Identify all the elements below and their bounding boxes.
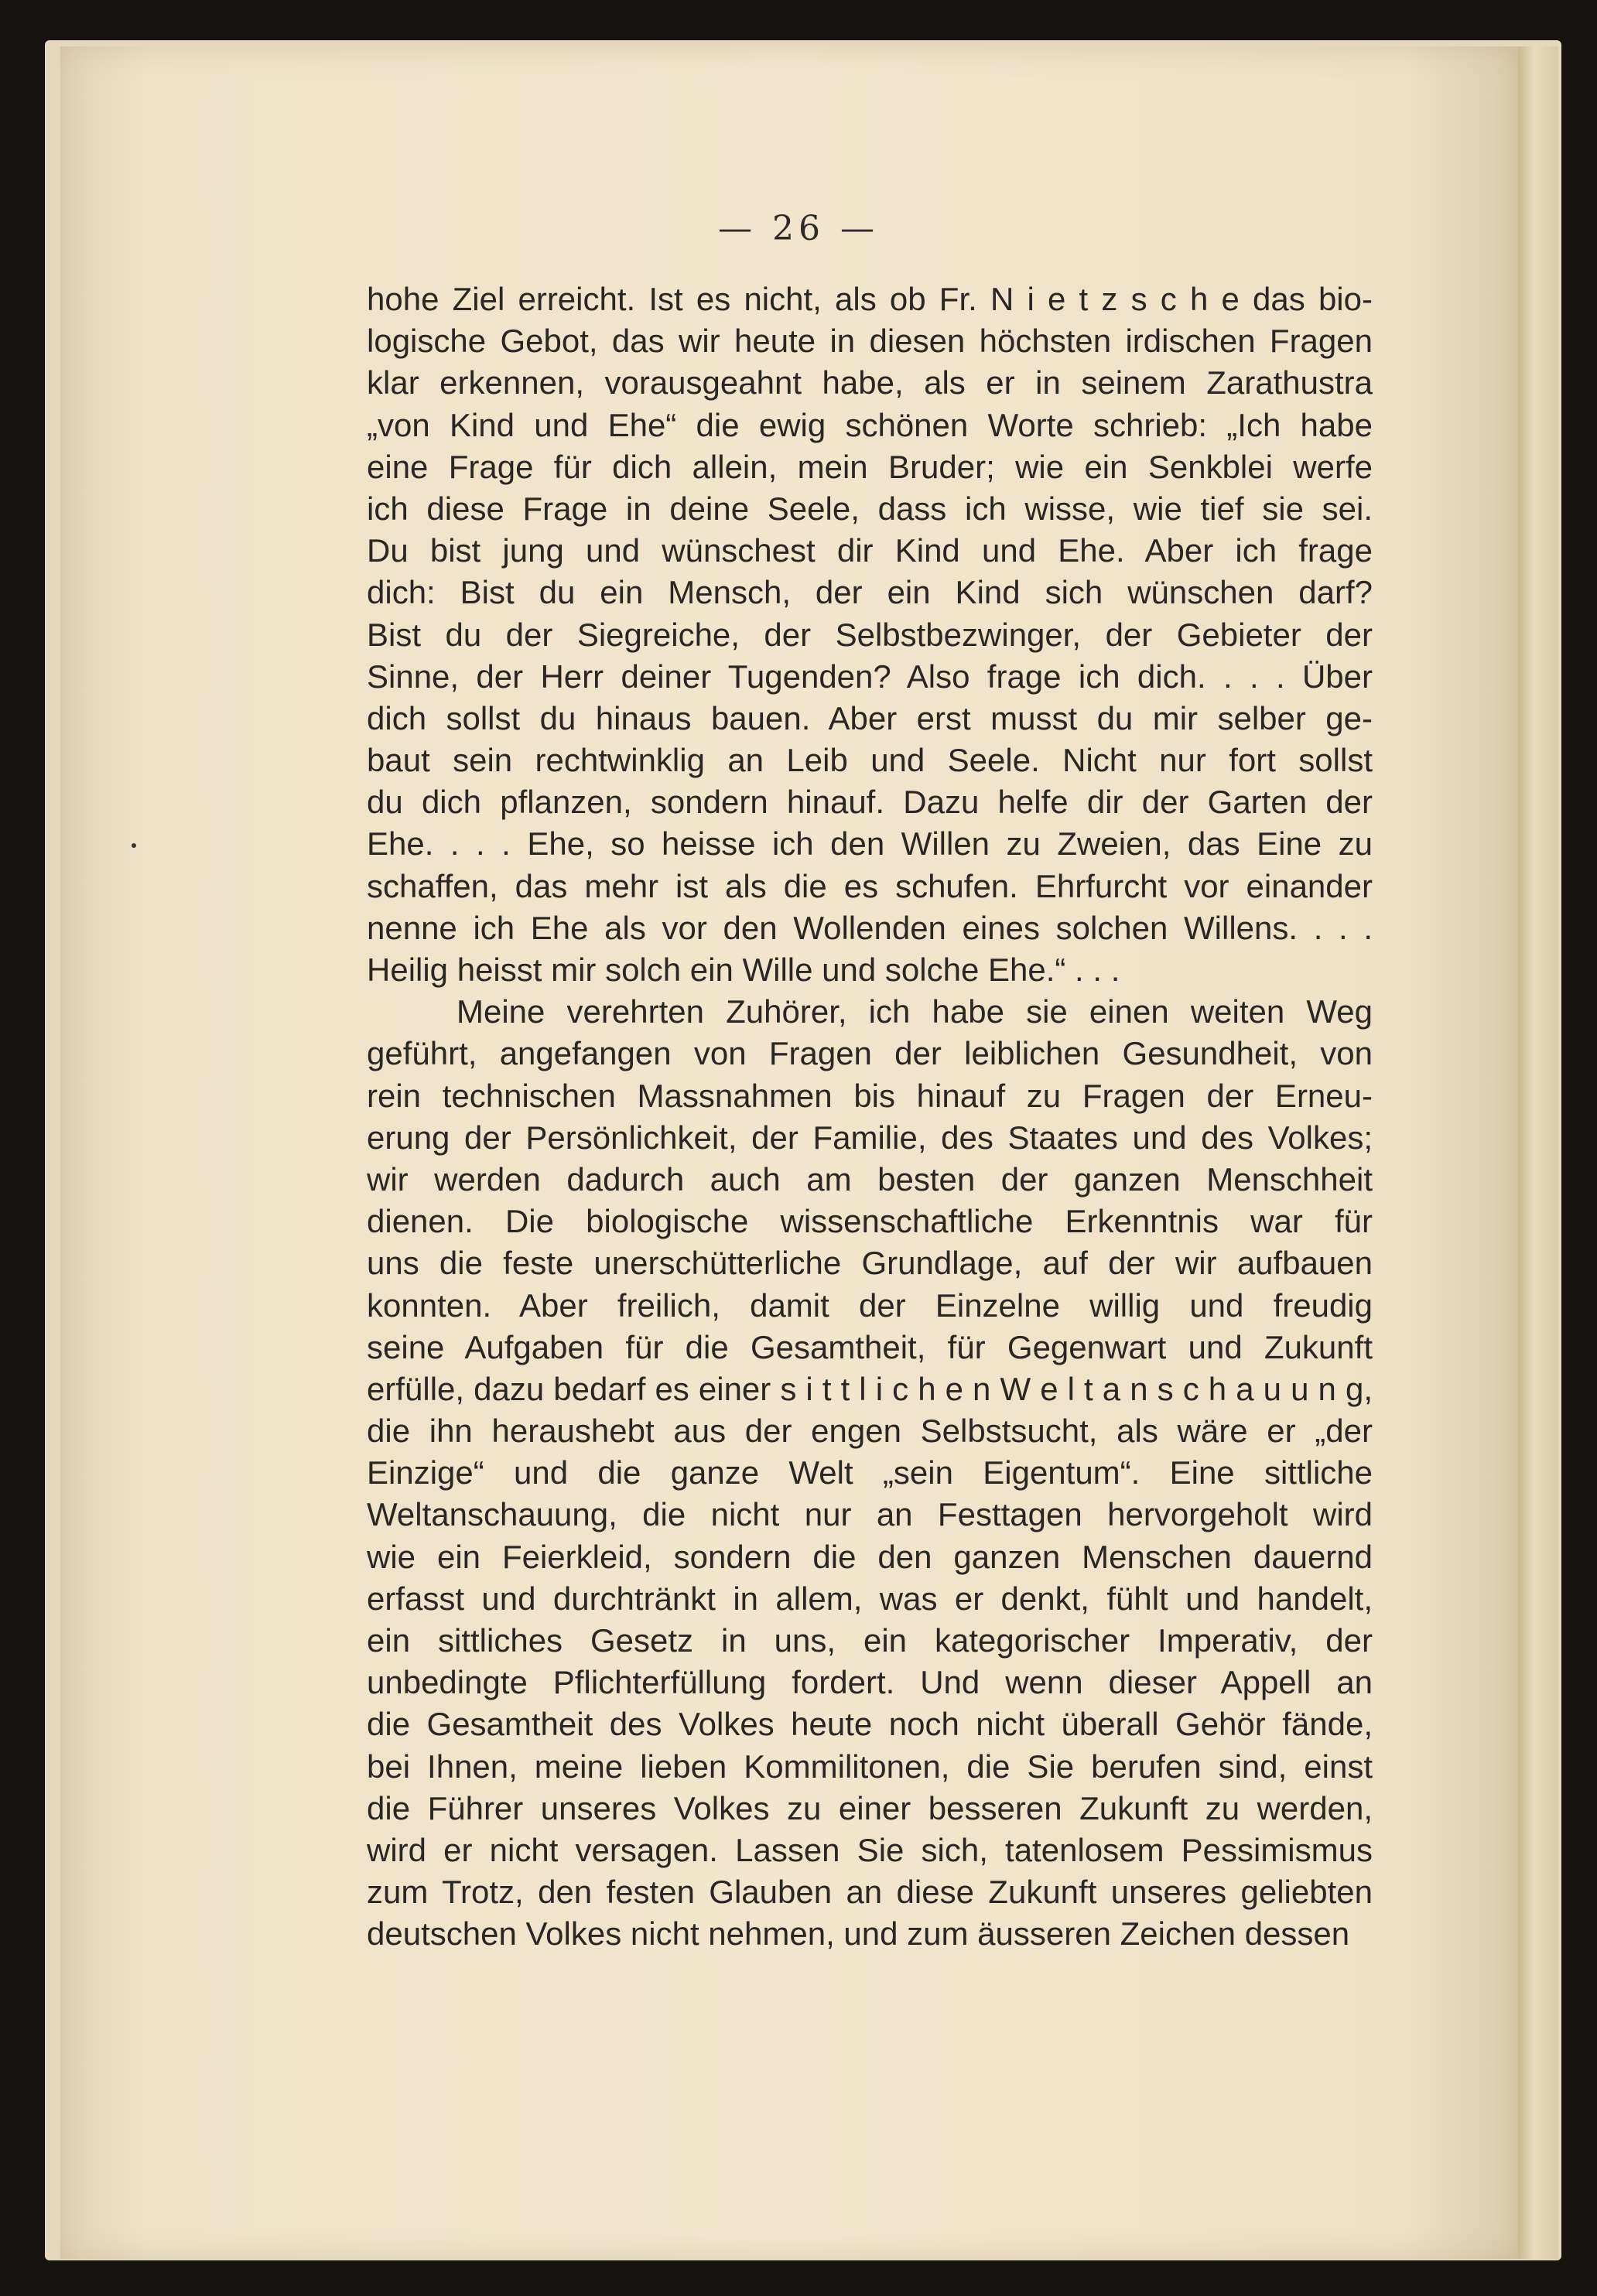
text-line: seine Aufgaben für die Gesamtheit, für Gegenwart und Zukunft [367, 1328, 1373, 1365]
text-line: dienen. Die biologische wissenschaftliche Erkenntnis war für [367, 1203, 1373, 1240]
text-line: wie ein Feierkleid, sondern die den ganzen Menschen dauernd [367, 1538, 1373, 1575]
text-line: eine Frage für dich allein, mein Bruder; wie ein Senkblei werfe [367, 448, 1373, 485]
text-line: dich: Bist du ein Mensch, der ein Kind sich wünschen darf? [367, 574, 1373, 611]
text-line: deutschen Volkes nicht nehmen, und zum äusseren Zeichen dessen [367, 1915, 1350, 1953]
text-line: die Gesamtheit des Volkes heute noch nicht überall Gehör fände, [367, 1706, 1373, 1743]
text-line: bei Ihnen, meine lieben Kommilitonen, die Sie berufen sind, einst [367, 1748, 1373, 1785]
text-line: geführt, angefangen von Fragen der leiblichen Gesundheit, von [367, 1035, 1373, 1072]
text-line: rein technischen Massnahmen bis hinauf zu Fragen der Erneu- [367, 1077, 1373, 1114]
text-line: erung der Persönlichkeit, der Familie, des Staates und des Volkes; [367, 1119, 1373, 1156]
text-line: Einzige“ und die ganze Welt „sein Eigentum“. Eine sittliche [367, 1454, 1373, 1491]
text-line: Du bist jung und wünschest dir Kind und Ehe. Aber ich frage [367, 532, 1373, 569]
text-line: Heilig heisst mir solch ein Wille und solche Ehe.“ . . . [367, 952, 1120, 988]
text-line: uns die feste unerschütterliche Grundlage, auf der wir aufbauen [367, 1245, 1373, 1282]
text-line: Sinne, der Herr deiner Tugenden? Also frage ich dich. . . . Über [367, 658, 1373, 695]
text-line: Meine verehrten Zuhörer, ich habe sie einen weiten Weg [457, 993, 1373, 1030]
text-line: klar erkennen, vorausgeahnt habe, als er in seinem Zarathustra [367, 364, 1373, 401]
text-line: wird er nicht versagen. Lassen Sie sich, tatenlosem Pessimismus [367, 1831, 1373, 1868]
text-line: nenne ich Ehe als vor den Wollenden eines solchen Willens. . . . [367, 909, 1373, 946]
text-line: dich sollst du hinaus bauen. Aber erst musst du mir selber ge- [367, 699, 1373, 736]
text-line: die Führer unseres Volkes zu einer besseren Zukunft zu werden, [367, 1789, 1373, 1826]
text-line: ein sittliches Gesetz in uns, ein kategorischer Imperativ, der [367, 1622, 1373, 1659]
page-number: — 26 — [718, 209, 879, 248]
page-edge [1518, 46, 1558, 2259]
text-line: Ehe. . . . Ehe, so heisse ich den Willen zu Zweien, das Eine zu [367, 825, 1373, 863]
text-line: Bist du der Siegreiche, der Selbstbezwinger, der Gebieter der [367, 616, 1373, 653]
text-line: ich diese Frage in deine Seele, dass ich wisse, wie tief sie sei. [367, 490, 1373, 527]
paragraph [367, 991, 1373, 1955]
paragraph [367, 278, 1373, 991]
text-line: zum Trotz, den festen Glauben an diese Zukunft unseres geliebten [367, 1874, 1373, 1911]
ink-speck [132, 843, 136, 848]
text-line: schaffen, das mehr ist als die es schufen. Ehrfurcht vor einander [367, 867, 1373, 904]
text-line: baut sein rechtwinklig an Leib und Seele. Nicht nur fort sollst [367, 742, 1373, 779]
text-line: konnten. Aber freilich, damit der Einzelne willig und freudig [367, 1286, 1373, 1324]
body-text [367, 278, 1373, 1956]
text-line: unbedingte Pflichterfüllung fordert. Und wenn dieser Appell an [367, 1664, 1373, 1701]
text-line: wir werden dadurch auch am besten der ganzen Menschheit [367, 1160, 1373, 1198]
text-line: logische Gebot, das wir heute in diesen höchsten irdischen Fragen [367, 323, 1373, 360]
text-line: „von Kind und Ehe“ die ewig schönen Worte schrieb: „Ich habe [367, 406, 1373, 443]
text-line: du dich pflanzen, sondern hinauf. Dazu helfe dir der Garten der [367, 784, 1373, 821]
text-line: erfasst und durchtränkt in allem, was er denkt, fühlt und handelt, [367, 1580, 1373, 1617]
text-line: Weltanschauung, die nicht nur an Festtagen hervorgeholt wird [367, 1496, 1373, 1533]
text-line: hohe Ziel erreicht. Ist es nicht, als ob Fr. N i e t z s c h e das bio- [367, 281, 1373, 317]
text-line: die ihn heraushebt aus der engen Selbstsucht, als wäre er „der [367, 1413, 1373, 1450]
text-line: erfülle, dazu bedarf es einer s i t t l i c h e n W e l t a n s c h a u u n g, [367, 1370, 1373, 1407]
